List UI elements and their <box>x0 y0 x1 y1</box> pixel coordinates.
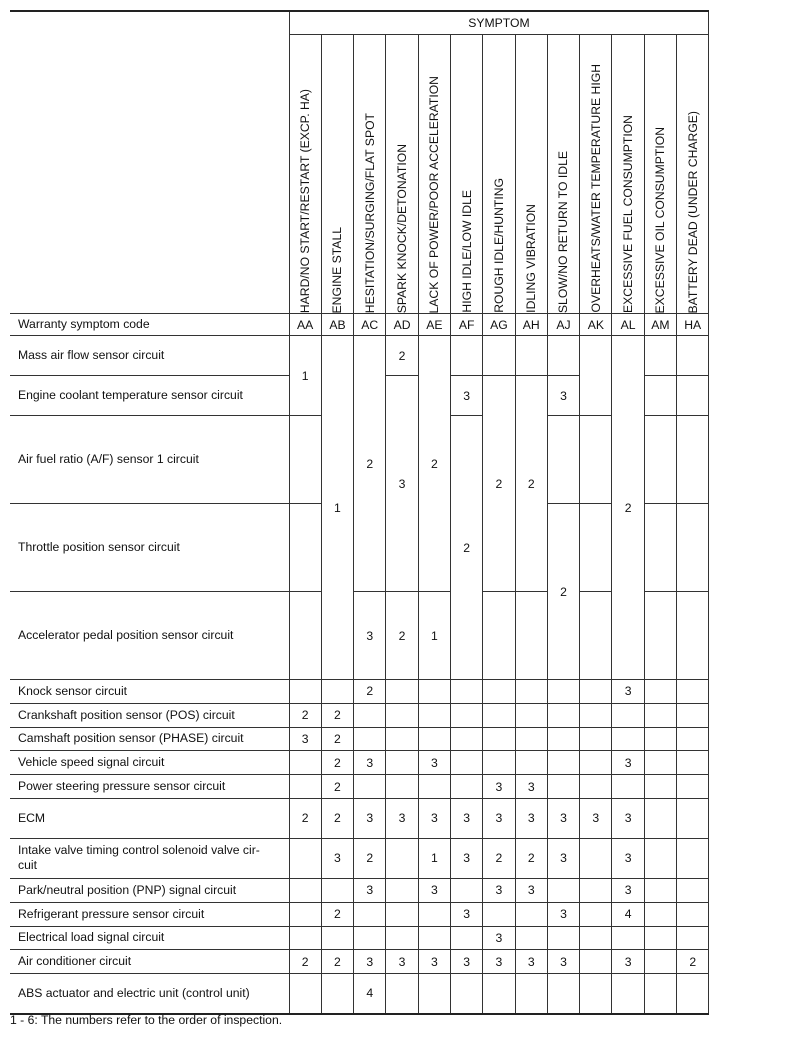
inspection-order-cell <box>644 376 676 416</box>
inspection-order-cell <box>289 775 321 799</box>
inspection-order-cell <box>580 974 612 1014</box>
symptom-code: AL <box>612 314 644 336</box>
inspection-order-cell: 2 <box>450 416 482 680</box>
symptom-header-label: OVERHEATS/WATER TEMPERATURE HIGH <box>588 64 603 313</box>
inspection-order-cell: 2 <box>354 680 386 704</box>
table-row <box>10 592 709 680</box>
inspection-order-cell: 3 <box>515 775 547 799</box>
inspection-order-cell <box>644 775 676 799</box>
table-row <box>10 336 709 376</box>
inspection-order-cell <box>386 902 418 926</box>
inspection-order-cell <box>547 703 579 727</box>
inspection-order-cell: 3 <box>418 798 450 838</box>
symptom-code: AK <box>580 314 612 336</box>
row-label: Accelerator pedal position sensor circuit <box>10 592 289 680</box>
inspection-order-cell <box>354 703 386 727</box>
symptom-header-label: HESITATION/SURGING/FLAT SPOT <box>362 112 377 313</box>
inspection-order-cell: 2 <box>289 798 321 838</box>
inspection-order-cell <box>644 926 676 950</box>
inspection-order-cell <box>289 878 321 902</box>
inspection-order-cell: 2 <box>321 775 353 799</box>
symptom-header-label: IDLING VIBRATION <box>524 204 539 313</box>
row-label: Air fuel ratio (A/F) sensor 1 circuit <box>10 416 289 504</box>
symptom-code: AE <box>418 314 450 336</box>
inspection-order-cell <box>515 727 547 751</box>
table-row <box>10 902 709 926</box>
inspection-order-cell <box>483 974 515 1014</box>
inspection-order-cell: 2 <box>483 838 515 878</box>
symptom-header <box>386 35 418 314</box>
inspection-order-cell: 3 <box>612 878 644 902</box>
symptom-header-label: LACK OF POWER/POOR ACCELERATION <box>427 75 442 313</box>
inspection-order-cell <box>580 926 612 950</box>
inspection-order-cell <box>612 703 644 727</box>
inspection-order-cell <box>289 926 321 950</box>
inspection-order-cell: 3 <box>289 727 321 751</box>
inspection-order-cell <box>289 974 321 1014</box>
inspection-order-cell <box>289 902 321 926</box>
inspection-order-cell <box>580 751 612 775</box>
symptom-code: AH <box>515 314 547 336</box>
inspection-order-cell <box>547 974 579 1014</box>
inspection-order-cell <box>321 878 353 902</box>
inspection-order-cell: 3 <box>450 902 482 926</box>
inspection-order-cell: 3 <box>354 751 386 775</box>
inspection-order-cell <box>386 878 418 902</box>
symptom-header <box>418 35 450 314</box>
inspection-order-cell: 3 <box>418 751 450 775</box>
inspection-order-cell <box>450 775 482 799</box>
inspection-order-cell <box>580 703 612 727</box>
inspection-order-cell: 2 <box>321 727 353 751</box>
inspection-order-cell <box>418 680 450 704</box>
inspection-order-cell: 3 <box>354 878 386 902</box>
inspection-order-cell <box>321 974 353 1014</box>
inspection-order-cell <box>644 902 676 926</box>
inspection-order-cell: 3 <box>547 376 579 416</box>
symptom-header-label: HARD/NO START/RESTART (EXCP. HA) <box>298 88 313 313</box>
inspection-order-cell: 1 <box>418 592 450 680</box>
inspection-order-cell: 3 <box>612 751 644 775</box>
inspection-order-cell <box>515 680 547 704</box>
symptom-code: AA <box>289 314 321 336</box>
inspection-order-cell: 3 <box>547 838 579 878</box>
inspection-order-cell: 3 <box>612 838 644 878</box>
inspection-order-cell <box>580 336 612 416</box>
inspection-order-cell <box>580 504 612 592</box>
inspection-order-cell <box>644 950 676 974</box>
inspection-order-cell <box>644 336 676 376</box>
symptom-code: AJ <box>547 314 579 336</box>
inspection-order-cell <box>289 592 321 680</box>
inspection-order-cell <box>418 926 450 950</box>
inspection-order-cell: 2 <box>515 838 547 878</box>
row-label: Intake valve timing control solenoid valve cir- cuit <box>10 838 289 878</box>
row-label: Power steering pressure sensor circuit <box>10 775 289 799</box>
symptom-code: AC <box>354 314 386 336</box>
inspection-order-cell <box>547 751 579 775</box>
inspection-order-cell: 3 <box>483 775 515 799</box>
symptom-code: HA <box>677 314 709 336</box>
inspection-order-cell: 2 <box>386 336 418 376</box>
symptom-header <box>612 35 644 314</box>
inspection-order-cell <box>677 504 709 592</box>
inspection-order-cell <box>547 775 579 799</box>
inspection-order-cell <box>644 878 676 902</box>
inspection-order-cell: 2 <box>677 950 709 974</box>
inspection-order-cell <box>450 336 482 376</box>
table-row <box>10 878 709 902</box>
symptom-code: AG <box>483 314 515 336</box>
inspection-order-cell <box>547 878 579 902</box>
row-label: Knock sensor circuit <box>10 680 289 704</box>
inspection-order-cell <box>418 974 450 1014</box>
inspection-order-cell <box>515 974 547 1014</box>
inspection-order-cell <box>677 703 709 727</box>
inspection-order-cell: 2 <box>321 798 353 838</box>
inspection-order-cell: 3 <box>386 376 418 592</box>
symptom-header-label: EXCESSIVE OIL CONSUMPTION <box>653 126 668 313</box>
inspection-order-cell <box>386 838 418 878</box>
inspection-order-cell <box>644 751 676 775</box>
inspection-order-cell <box>580 416 612 504</box>
inspection-order-cell <box>450 751 482 775</box>
inspection-order-cell <box>450 878 482 902</box>
row-label: Crankshaft position sensor (POS) circuit <box>10 703 289 727</box>
inspection-order-cell <box>612 974 644 1014</box>
inspection-order-cell: 3 <box>612 950 644 974</box>
inspection-order-cell <box>677 775 709 799</box>
inspection-order-cell <box>677 727 709 751</box>
inspection-order-cell <box>289 504 321 592</box>
row-label: Electrical load signal circuit <box>10 926 289 950</box>
symptom-header-label: ROUGH IDLE/HUNTING <box>491 178 506 313</box>
row-label: Engine coolant temperature sensor circuit <box>10 376 289 416</box>
row-label: Air conditioner circuit <box>10 950 289 974</box>
symptom-header <box>644 35 676 314</box>
inspection-order-cell: 1 <box>321 336 353 680</box>
inspection-order-cell <box>612 775 644 799</box>
table-row <box>10 703 709 727</box>
inspection-order-cell: 4 <box>612 902 644 926</box>
inspection-order-cell: 2 <box>321 950 353 974</box>
inspection-order-cell <box>483 680 515 704</box>
inspection-order-cell <box>580 775 612 799</box>
inspection-order-cell <box>547 336 579 376</box>
diagnosis-matrix-table <box>10 10 709 1015</box>
inspection-order-cell: 3 <box>450 798 482 838</box>
inspection-order-cell: 2 <box>289 950 321 974</box>
inspection-order-cell <box>483 902 515 926</box>
inspection-order-cell <box>644 592 676 680</box>
inspection-order-cell: 3 <box>386 950 418 974</box>
inspection-order-cell: 3 <box>547 902 579 926</box>
symptom-header <box>354 35 386 314</box>
symptom-header-label: SPARK KNOCK/DETONATION <box>394 143 409 313</box>
symptom-header <box>547 35 579 314</box>
inspection-order-cell: 2 <box>289 703 321 727</box>
table-corner <box>10 11 289 314</box>
symptom-header-label: HIGH IDLE/LOW IDLE <box>459 190 474 313</box>
inspection-order-cell <box>418 703 450 727</box>
inspection-order-cell: 2 <box>321 751 353 775</box>
inspection-order-cell <box>644 703 676 727</box>
inspection-order-cell: 2 <box>354 336 386 592</box>
inspection-order-cell <box>450 974 482 1014</box>
inspection-order-cell: 2 <box>418 336 450 592</box>
inspection-order-cell <box>677 838 709 878</box>
inspection-order-cell <box>644 974 676 1014</box>
symptom-code: AM <box>644 314 676 336</box>
row-label: Mass air flow sensor circuit <box>10 336 289 376</box>
symptom-header <box>677 35 709 314</box>
inspection-order-cell <box>386 703 418 727</box>
inspection-order-cell: 3 <box>418 950 450 974</box>
inspection-order-cell: 2 <box>547 504 579 680</box>
inspection-order-cell <box>515 703 547 727</box>
row-label: ECM <box>10 798 289 838</box>
inspection-order-cell: 3 <box>612 680 644 704</box>
symptom-code: AF <box>450 314 482 336</box>
footnote: 1 - 6: The numbers refer to the order of inspection. <box>10 1013 283 1027</box>
inspection-order-cell <box>321 926 353 950</box>
symptom-header-label: ENGINE STALL <box>330 226 345 313</box>
row-label: Vehicle speed signal circuit <box>10 751 289 775</box>
inspection-order-cell: 3 <box>354 798 386 838</box>
inspection-order-cell: 3 <box>418 878 450 902</box>
symptom-header <box>483 35 515 314</box>
row-label: Park/neutral position (PNP) signal circuit <box>10 878 289 902</box>
inspection-order-cell <box>289 416 321 504</box>
inspection-order-cell <box>677 926 709 950</box>
inspection-order-cell <box>515 926 547 950</box>
inspection-order-cell <box>580 838 612 878</box>
table-row <box>10 974 709 1014</box>
inspection-order-cell <box>515 751 547 775</box>
inspection-order-cell <box>386 775 418 799</box>
table-row <box>10 727 709 751</box>
inspection-order-cell <box>289 680 321 704</box>
symptom-header <box>321 35 353 314</box>
inspection-order-cell <box>386 926 418 950</box>
table-row <box>10 838 709 878</box>
inspection-order-cell <box>547 926 579 950</box>
inspection-order-cell <box>677 974 709 1014</box>
inspection-order-cell <box>644 727 676 751</box>
symptom-header <box>580 35 612 314</box>
inspection-order-cell <box>386 680 418 704</box>
inspection-order-cell <box>644 798 676 838</box>
inspection-order-cell: 3 <box>354 950 386 974</box>
row-label: Refrigerant pressure sensor circuit <box>10 902 289 926</box>
inspection-order-cell <box>483 592 515 680</box>
inspection-order-cell: 3 <box>450 838 482 878</box>
inspection-order-cell: 3 <box>515 950 547 974</box>
table-row <box>10 775 709 799</box>
row-label: ABS actuator and electric unit (control unit) <box>10 974 289 1014</box>
inspection-order-cell <box>450 680 482 704</box>
inspection-order-cell: 3 <box>547 950 579 974</box>
inspection-order-cell <box>386 974 418 1014</box>
inspection-order-cell <box>547 680 579 704</box>
inspection-order-cell <box>677 878 709 902</box>
inspection-order-cell: 3 <box>547 798 579 838</box>
inspection-order-cell <box>677 798 709 838</box>
inspection-order-cell: 3 <box>354 592 386 680</box>
inspection-order-cell <box>677 336 709 376</box>
inspection-order-cell <box>386 751 418 775</box>
inspection-order-cell: 1 <box>418 838 450 878</box>
table-row <box>10 751 709 775</box>
inspection-order-cell <box>289 751 321 775</box>
inspection-order-cell: 4 <box>354 974 386 1014</box>
inspection-order-cell: 3 <box>483 926 515 950</box>
inspection-order-cell <box>354 727 386 751</box>
inspection-order-cell: 2 <box>612 336 644 680</box>
inspection-order-cell: 3 <box>483 950 515 974</box>
symptom-header-label: EXCESSIVE FUEL CONSUMPTION <box>621 115 636 313</box>
inspection-order-cell: 3 <box>483 798 515 838</box>
inspection-order-cell: 3 <box>483 878 515 902</box>
inspection-order-cell <box>321 680 353 704</box>
inspection-order-cell <box>644 504 676 592</box>
inspection-order-cell: 2 <box>386 592 418 680</box>
inspection-order-cell <box>580 950 612 974</box>
table-row <box>10 798 709 838</box>
inspection-order-cell <box>644 416 676 504</box>
inspection-order-cell <box>612 926 644 950</box>
row-label: Warranty symptom code <box>10 314 289 336</box>
inspection-order-cell: 2 <box>321 703 353 727</box>
symptom-header-label: BATTERY DEAD (UNDER CHARGE) <box>685 110 700 313</box>
inspection-order-cell <box>483 727 515 751</box>
inspection-order-cell <box>450 727 482 751</box>
inspection-order-cell <box>677 592 709 680</box>
inspection-order-cell: 3 <box>515 798 547 838</box>
inspection-order-cell: 3 <box>515 878 547 902</box>
symptom-header <box>289 35 321 314</box>
inspection-order-cell <box>580 878 612 902</box>
inspection-order-cell <box>483 703 515 727</box>
inspection-order-cell <box>612 727 644 751</box>
symptom-header-label: SLOW/NO RETURN TO IDLE <box>556 150 571 313</box>
inspection-order-cell <box>483 336 515 376</box>
inspection-order-cell: 2 <box>321 902 353 926</box>
inspection-order-cell <box>386 727 418 751</box>
inspection-order-cell <box>483 751 515 775</box>
table-row <box>10 926 709 950</box>
inspection-order-cell <box>418 902 450 926</box>
inspection-order-cell <box>354 775 386 799</box>
inspection-order-cell: 2 <box>483 376 515 592</box>
warranty-code-row <box>10 314 709 336</box>
symptom-header <box>515 35 547 314</box>
inspection-order-cell: 3 <box>450 376 482 416</box>
symptom-code: AB <box>321 314 353 336</box>
inspection-order-cell <box>580 727 612 751</box>
symptom-header <box>450 35 482 314</box>
inspection-order-cell: 3 <box>321 838 353 878</box>
inspection-order-cell <box>580 592 612 680</box>
inspection-order-cell: 2 <box>354 838 386 878</box>
inspection-order-cell <box>677 751 709 775</box>
inspection-order-cell <box>354 902 386 926</box>
inspection-order-cell <box>677 376 709 416</box>
symptom-code: AD <box>386 314 418 336</box>
inspection-order-cell <box>354 926 386 950</box>
inspection-order-cell: 3 <box>580 798 612 838</box>
inspection-order-cell <box>515 902 547 926</box>
inspection-order-cell <box>547 416 579 504</box>
inspection-order-cell: 3 <box>450 950 482 974</box>
inspection-order-cell <box>450 926 482 950</box>
inspection-order-cell <box>644 680 676 704</box>
table-row <box>10 950 709 974</box>
inspection-order-cell <box>644 838 676 878</box>
inspection-order-cell <box>450 703 482 727</box>
inspection-order-cell: 2 <box>515 376 547 592</box>
row-label: Throttle position sensor circuit <box>10 504 289 592</box>
inspection-order-cell <box>515 336 547 376</box>
symptom-group-header: SYMPTOM <box>289 11 709 35</box>
inspection-order-cell: 3 <box>612 798 644 838</box>
inspection-order-cell <box>515 592 547 680</box>
inspection-order-cell <box>289 838 321 878</box>
inspection-order-cell: 3 <box>386 798 418 838</box>
inspection-order-cell <box>580 902 612 926</box>
inspection-order-cell <box>418 775 450 799</box>
inspection-order-cell: 1 <box>289 336 321 416</box>
table-row <box>10 680 709 704</box>
row-label: Camshaft position sensor (PHASE) circuit <box>10 727 289 751</box>
inspection-order-cell <box>677 902 709 926</box>
inspection-order-cell <box>580 680 612 704</box>
inspection-order-cell <box>547 727 579 751</box>
inspection-order-cell <box>677 680 709 704</box>
inspection-order-cell <box>418 727 450 751</box>
inspection-order-cell <box>677 416 709 504</box>
